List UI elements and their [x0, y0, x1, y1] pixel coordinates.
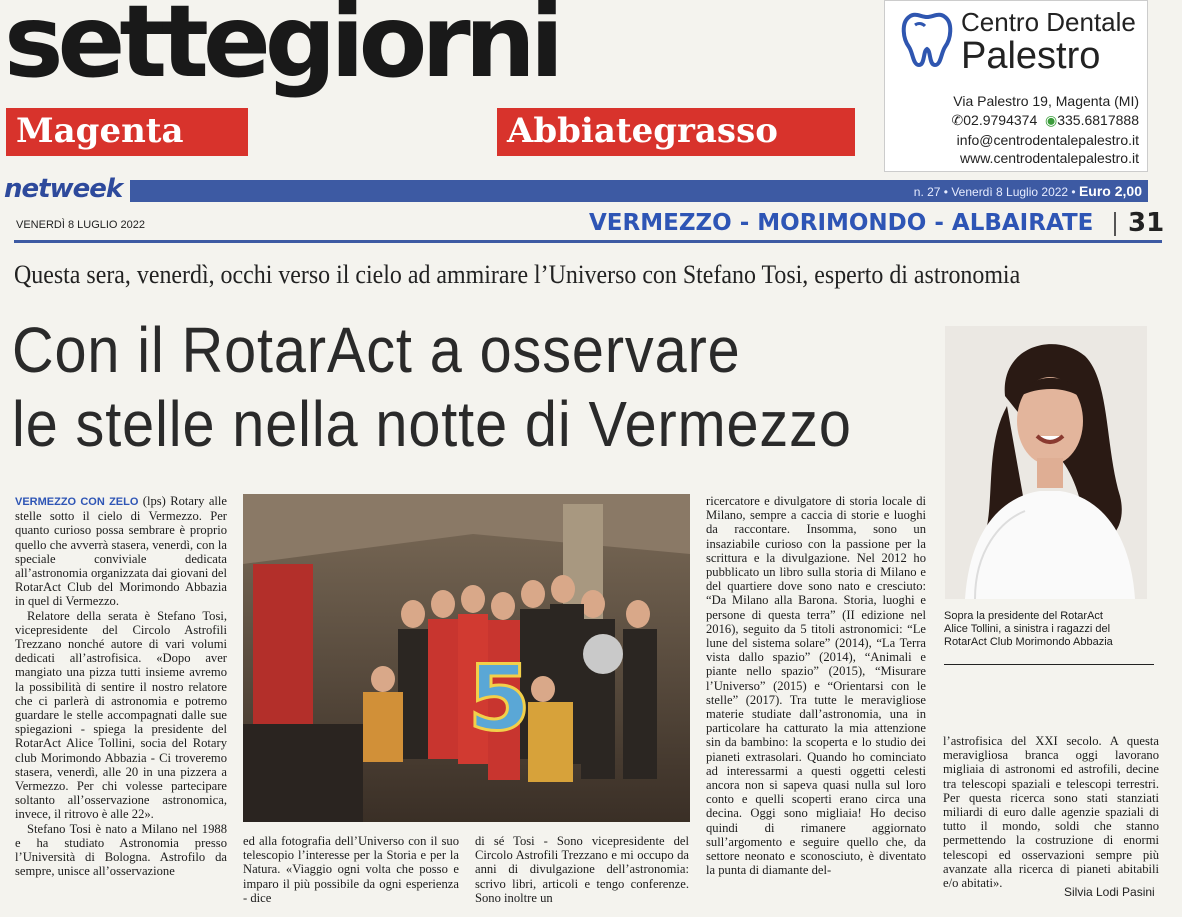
author-signature: Silvia Lodi Pasini	[1064, 885, 1155, 899]
ad-website: www.centrodentalepalestro.it	[960, 150, 1139, 166]
ad-mobile: 335.6817888	[1057, 112, 1139, 128]
issue-price: Euro 2,00	[1078, 183, 1142, 199]
caption-line1: Sopra la presidente del RotarAct	[944, 610, 1103, 622]
ad-phones	[952, 112, 1139, 129]
ad-name-line2: Palestro	[961, 35, 1101, 77]
col2-paragraph: ed alla fotografia dell’Universo con il suo telescopio l’interesse per la Storia e per la Natura. «Viaggio ogni volta che posso e imparo il più possibile da ogni esperienza - dice	[243, 834, 459, 904]
caption-rule	[944, 664, 1154, 665]
group-photo	[243, 494, 690, 822]
balloon-number: 5	[468, 646, 531, 751]
page-number: 31	[1128, 208, 1165, 238]
article-column-4	[706, 494, 926, 904]
col1-paragraph-2: Relatore della serata è Stefano Tosi, vicepresidente del Circolo Astrofili Trezzano nonché autore di vari volumi dedicati all’astrofisica. «Dopo aver mangiato una pizza tutti insieme avremo la possibilità di sentire il nostro relatore che ci parlerà di astronomia e potremo guardare le stelle accompagnati dalle sue spiegazioni - spiega la presidente del RotarAct Alice Tollini, socia del Rotary club Morimondo Abbazia - Ci troveremo stasera, venerdì, alle 20 in una pizzera a Vermezzo. Per chi volesse partecipare soltanto all’osservazione astronomica, invece, il ritrovo è alle 22».	[15, 608, 227, 822]
group-photo-illustration	[243, 494, 690, 822]
issue-text: n. 27 • Venerdì 8 Luglio 2022 •	[913, 185, 1076, 199]
masthead-city-magenta: Magenta	[6, 108, 248, 156]
page-date: VENERDÌ 8 LUGLIO 2022	[16, 219, 146, 231]
col1-paragraph-3: Stefano Tosi è nato a Milano nel 1988 e ha studiato Astronomia presso l’Università di Bologna. Astrofilo da sempre, unisce all’osservazione	[15, 821, 227, 879]
portrait-illustration	[945, 326, 1147, 599]
netweek-logo: netweek	[4, 174, 123, 204]
col3-paragraph: di sé Tosi - Sono vicepresidente del Circolo Astrofili Trezzano e mi occupo da anni di divulgazione dell’astronomia: scrivo libri, articoli e tengo conferenze. Sono inoltre un	[475, 834, 689, 904]
article-column-2	[243, 834, 459, 904]
phone-icon: ✆	[951, 112, 964, 128]
ad-email: info@centrodentalepalestro.it	[956, 132, 1139, 148]
article-column-5	[943, 734, 1159, 894]
portrait-photo	[945, 326, 1147, 599]
ad-phone: 02.9794374	[963, 112, 1038, 128]
section-locations: VERMEZZO - MORIMONDO - ALBAIRATE	[589, 210, 1094, 236]
article-column-1	[15, 494, 227, 904]
caption-line2: Alice Tollini, a sinistra i ragazzi del RotarAct Club Morimondo Abbazia	[944, 623, 1113, 648]
issue-info	[914, 183, 1142, 199]
col5-paragraph: l’astrofisica del XXI secolo. A questa meravigliosa branca oggi lavorano migliaia di astronomi ed astrofili, decine tra telescopi spaziali e telescopi terrestri. Per questa ricerca sono stati stanziati miliardi di euro dalle agenzie spaziali di tutto il mondo, soldi che stanno permettendo la costruzione di enormi telescopi ed osservazioni sempre più avanzate alla ricerca di pianeti abitabili e/o abitati».	[943, 734, 1159, 891]
masthead-title: settegiorni	[4, 0, 559, 100]
article-headline-line2: le stelle nella notte di Vermezzo	[12, 388, 852, 460]
tooth-logo-icon	[899, 9, 955, 69]
article-column-3	[475, 834, 689, 904]
article-kicker: Questa sera, venerdì, occhi verso il cielo ad ammirare l’Universo con Stefano Tosi, esperto di astronomia	[14, 260, 1021, 289]
portrait-caption	[944, 610, 1149, 649]
dental-ad	[884, 0, 1148, 172]
ad-name-line1: Centro Dentale	[961, 7, 1136, 37]
article-headline-line1: Con il RotarAct a osservare	[12, 314, 741, 386]
page-number-divider	[1114, 212, 1116, 236]
header-rule	[14, 240, 1162, 243]
whatsapp-icon: ◉	[1045, 112, 1058, 128]
ad-address: Via Palestro 19, Magenta (MI)	[953, 93, 1139, 109]
col1-paragraph-1: (lps) Rotary alle stelle sotto il cielo di Vermezzo. Per quanto curioso possa sembrare è proprio quello che avverrà stasera, venerdì, con la speciale conviviale dedicata all’astronomia organizzata dai giovani del RotarAct Club del Morimondo Abbazia in quel di Vermezzo.	[15, 494, 227, 609]
dateline: VERMEZZO CON ZELO	[15, 496, 139, 508]
col4-paragraph: ricercatore e divulgatore di storia locale di Milano, sempre a caccia di storie e luoghi da raccontare. Insomma, sono un insaziabile curioso con la passione per la scrittura e la divulgazione. Nel 2012 ho pubblicato un libro sulla storia di Milano e del quartiere dove sono nato e cresciuto: “Da Milano alla Barona. Storia, luoghi e persone di questa terra” (II edizione nel 2016), seguito da 5 titoli astronomici: “Le lune del sistema solare” (2014), “La Terra vista dallo spazio” (2014), “Animali e piante nello spazio” (2015), “Misurare l’Universo” (2015) e “Orientarsi con le stelle” (2017). Tra tutte le meravigliose materie studiate dall’astronomia, una in particolare ha catturato la mia attenzione sin da bambino: la scoperta e lo studio dei pianeti extrasolari. Quando ho cominciato ad interessarmi a questi oggetti celesti ancora non si sapeva quasi nulla sul loro conto e quelli scoperti erano circa una decina. Oggi sono migliaia! Ho deciso quindi di rimanere aggiornato sull’argomento e seguire quello che, da settore neonato e sconosciuto, è diventato la punta di diamante del-	[706, 494, 926, 878]
masthead-city-abbiategrasso: Abbiategrasso	[497, 108, 855, 156]
